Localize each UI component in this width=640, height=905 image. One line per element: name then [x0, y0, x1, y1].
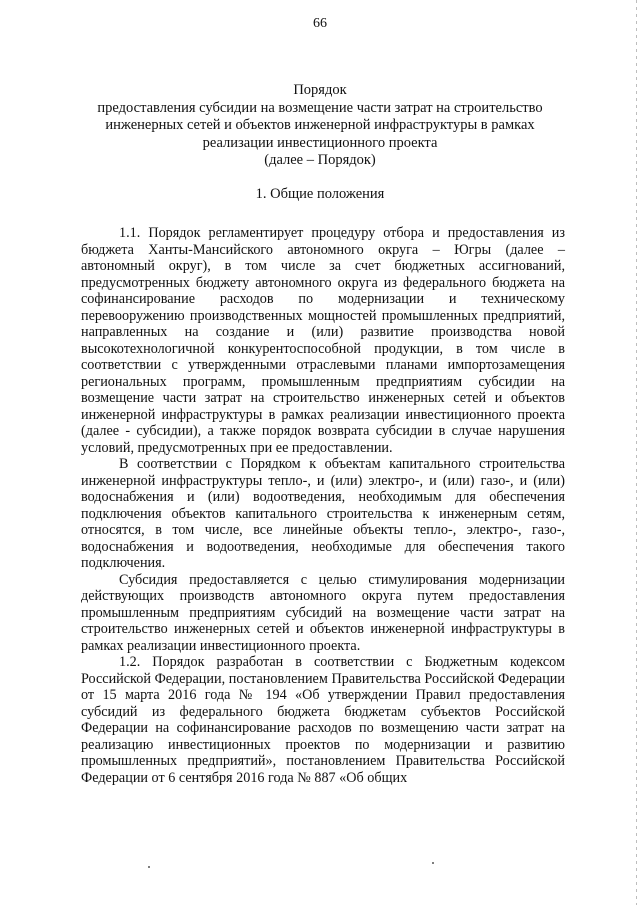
title-line: реализации инвестиционного проекта	[202, 134, 438, 151]
body-text	[81, 225, 565, 786]
scan-speck	[148, 866, 150, 868]
title-line: (далее – Порядок)	[264, 152, 376, 168]
section-heading: 1. Общие положения	[255, 186, 385, 202]
paragraph: 1.1. Порядок регламентирует процедуру отбора и предоставления из бюджета Ханты-Мансийского автономного округа – Югры (далее – автономный округ), в том числе за счет бюджетных ассигнований, предусмотренных бюджету автономного округа из федерального бюджета на софинансирование расходов по модернизации и техническому перевооружению производственных мощностей промышленных предприятий, направленных на создание и (или) развитие производства новой высокотехнологичной конкурентоспособной продукции, в том числе в соответствии с утвержденными отраслевыми планами импортозамещения региональных программ, промышленным предприятиям субсидии на возмещение части затрат на строительство инженерных сетей и объектов инженерной инфраструктуры в рамках реализации инвестиционного проекта (далее - субсидии), а также порядок возврата субсидии в случае нарушения условий, предусмотренных при ее предоставлении.	[81, 225, 565, 456]
title-line: предоставления субсидии на возмещение части затрат на строительство	[97, 99, 543, 116]
title-line: инженерных сетей и объектов инженерной инфраструктуры в рамках	[105, 117, 535, 133]
title-line: Порядок	[293, 82, 347, 98]
scan-edge	[636, 0, 637, 905]
paragraph: 1.2. Порядок разработан в соответствии с Бюджетным кодексом Российской Федерации, постановлением Правительства Российской Федерации от 15 марта 2016 года № 194 «Об утверждении Правил предоставления субсидий из федерального бюджета бюджетам субъектов Российской Федерации на софинансирование расходов по возмещению части затрат на реализацию инвестиционных проектов по модернизации и развитию промышленных предприятий», постановлением Правительства Российской Федерации от 6 сентября 2016 года № 887 «Об общих	[81, 654, 565, 786]
paragraph: В соответствии с Порядком к объектам капитального строительства инженерной инфраструктуры тепло-, и (или) электро-, и (или) газо-, и (или) водоснабжения и (или) водоотведения, необходимым для обеспечения подключения объектов капитального строительства к инженерным сетям, относятся, в том числе, все линейные объекты тепло-, электро-, газо-, водоснабжения и водоотведения, необходимые для обеспечения такого подключения.	[81, 456, 565, 571]
paragraph: Субсидия предоставляется с целью стимулирования модернизации действующих производств автономного округа путем предоставления промышленным предприятиям субсидий на возмещение части затрат на строительство инженерных сетей и объектов инженерной инфраструктуры в рамках реализации инвестиционного проекта.	[81, 571, 565, 654]
scan-speck	[432, 862, 434, 864]
document-title	[60, 82, 580, 170]
page-number: 66	[313, 16, 327, 31]
